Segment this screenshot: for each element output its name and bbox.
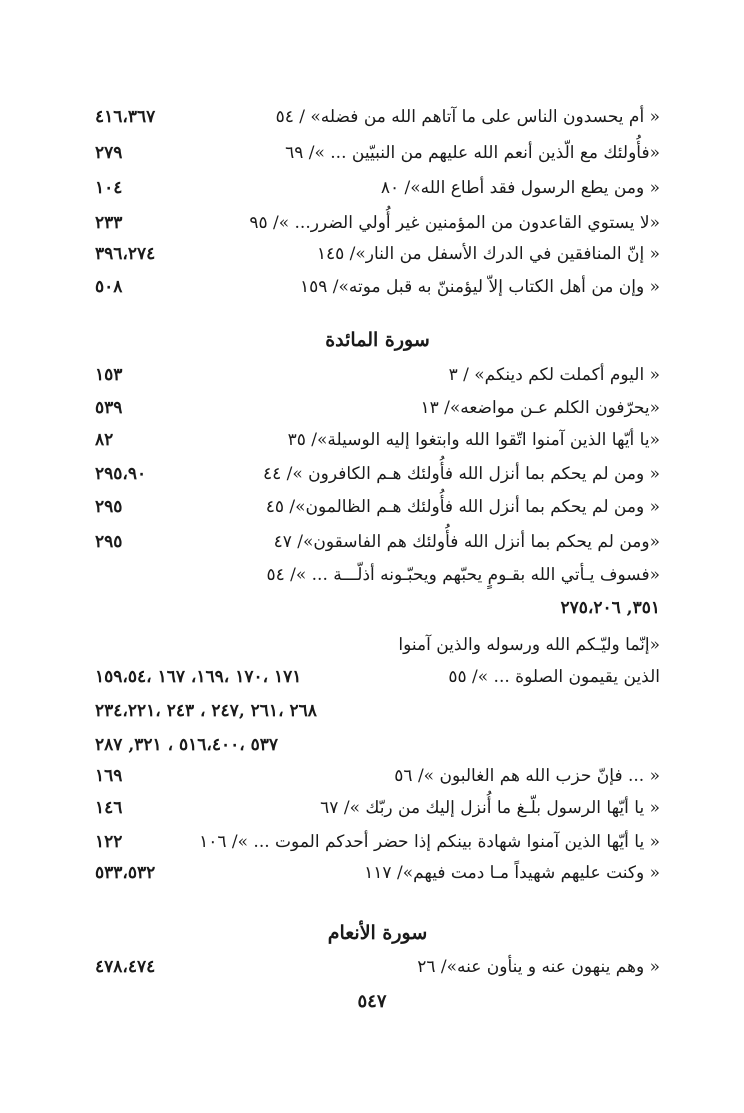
page-refs: ٢٦٨ ،٢٦١ ,٢٤٧ ، ٢٤٣ ،٢٣٤،٢٢١ [95, 701, 317, 721]
verse-text: « وكنت عليهم شهيداً مـا دمت فيهم»/ ١١٧ [364, 863, 660, 883]
surah-heading: سورة المائدة [325, 329, 430, 351]
index-entry [95, 269, 660, 305]
page-refs: ٢٩٥ [95, 532, 123, 552]
index-entry [95, 855, 660, 891]
index-entry [95, 170, 660, 206]
index-entry [95, 790, 660, 826]
index-entry [95, 236, 660, 272]
page-refs: ٢٩٥،٩٠ [95, 464, 147, 484]
verse-text: « ... فإنّ حزب الله هم الغالبون »/ ٥٦ [394, 766, 660, 786]
verse-text: « يا أيّها الذين آمنوا شهادة بينكم إذا حضر أحدكم الموت ... »/ ١٠٦ [199, 832, 660, 852]
page-refs: ١٦٩ [95, 766, 123, 786]
verse-text: «لا يستوي القاعدون من المؤمنين غير أُولي الضرر... »/ ٩٥ [249, 213, 660, 233]
index-entry [95, 135, 660, 171]
verse-text: « أم يحسدون الناس على ما آتاهم الله من فضله» / ٥٤ [275, 107, 660, 127]
page-refs: ٣٥١, ٢٧٥،٢٠٦ [560, 598, 660, 618]
page-refs: ٥٣٧ ،٥١٦،٤٠٠ ، ٣٢١, ٢٨٧ [95, 735, 279, 755]
verse-text: «فأُولئك مع الّذين أنعم الله عليهم من النبيّين ... »/ ٦٩ [285, 143, 660, 163]
index-entry [95, 390, 660, 426]
verse-text: « اليوم أكملت لكم دينكم» / ٣ [448, 365, 660, 385]
page-refs: ١٢٢ [95, 832, 123, 852]
page-refs: ٢٩٥ [95, 497, 123, 517]
verse-text-continued: الذين يقيمون الصلوة ... »/ ٥٥ [448, 667, 660, 687]
surah-heading: سورة الأنعام [327, 922, 428, 944]
verse-text: «يحرّفون الكلم عـن مواضعه»/ ١٣ [420, 398, 660, 418]
index-entry [95, 758, 660, 794]
verse-text: « إنّ المنافقين في الدرك الأسفل من النار»/ ١٤٥ [316, 244, 660, 264]
verse-text: «يا أيّها الذين آمنوا اتّقوا الله وابتغوا إليه الوسيلة»/ ٣٥ [287, 430, 660, 450]
verse-text: «إنّما وليّـكم الله ورسوله والذين آمنوا [398, 635, 660, 655]
page-refs: ٥٣٣،٥٣٢ [95, 863, 156, 883]
page-refs: ٣٩٦،٢٧٤ [95, 244, 156, 264]
page-refs: ٥٠٨ [95, 277, 123, 297]
index-entry [95, 357, 660, 393]
page-refs: ١٤٦ [95, 798, 123, 818]
index-entry [95, 489, 660, 525]
verse-text: «ومن لم يحكم بما أنزل الله فأُولئك هم الفاسقون»/ ٤٧ [273, 532, 660, 552]
index-entry [95, 949, 660, 985]
page-refs: ٨٢ [95, 430, 114, 450]
verse-text: « ومن لم يحكم بما أنزل الله فأُولئك هـم الظالمون»/ ٤٥ [265, 497, 660, 517]
page-refs: ١٠٤ [95, 178, 123, 198]
page-refs: ٤١٦،٣٦٧ [95, 107, 156, 127]
verse-text: « وإن من أهل الكتاب إلاّ ليؤمننّ به قبل موته»/ ١٥٩ [299, 277, 660, 297]
index-entry [95, 456, 660, 492]
verse-text: « وهم ينهون عنه و ينأون عنه»/ ٢٦ [417, 957, 660, 977]
page-refs: ١٥٣ [95, 365, 123, 385]
page-refs: ١٧١ ،١٧٠ ،١٦٩، ١٦٧ ،١٥٩،٥٤ [95, 667, 302, 687]
page-refs: ٥٣٩ [95, 398, 123, 418]
verse-text: « ومن لم يحكم بما أنزل الله فأُولئك هـم الكافرون »/ ٤٤ [262, 464, 660, 484]
verse-text: « ومن يطع الرسول فقد أطاع الله»/ ٨٠ [380, 178, 660, 198]
page-number: ٥٤٧ [357, 991, 387, 1012]
page-refs: ٤٧٨،٤٧٤ [95, 957, 156, 977]
index-entry [95, 524, 660, 560]
verse-text: « يا أيّها الرسول بلّـغ ما أُنزل إليك من ربّك »/ ٦٧ [320, 798, 660, 818]
index-entry [95, 99, 660, 135]
verse-text: «فسوف يـأتي الله بقـومٍ يحبّهم ويحبّـونه أذلّـــة ... »/ ٥٤ [266, 565, 660, 585]
page-refs: ٢٣٣ [95, 213, 123, 233]
index-entry [95, 422, 660, 458]
page-refs: ٢٧٩ [95, 143, 123, 163]
